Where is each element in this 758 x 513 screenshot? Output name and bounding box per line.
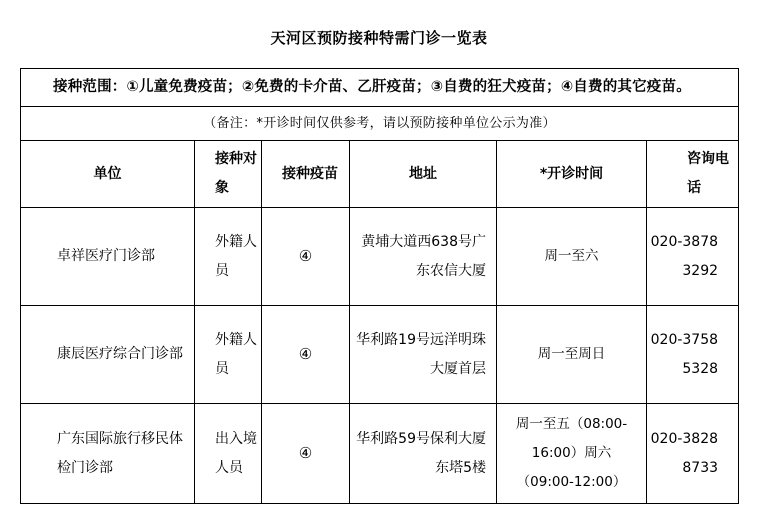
cell-address: 华利路59号保利大厦东塔5楼 (350, 404, 497, 504)
hours-text: 周一至周日 (537, 346, 606, 362)
cell-hours (497, 404, 647, 504)
cell-phone: 020-38288733 (647, 404, 739, 504)
header-row (21, 141, 739, 208)
header-target: 接种对象 (195, 141, 262, 208)
cell-target: 出入境人员 (195, 404, 262, 504)
cell-vaccine: ④ (262, 404, 350, 504)
table-row (21, 404, 739, 504)
cell-address: 黄埔大道西638号广东农信大厦 (350, 208, 497, 306)
cell-phone: 020-38783292 (647, 208, 739, 306)
cell-unit: 广东国际旅行移民体检门诊部 (21, 404, 195, 504)
cell-unit: 卓祥医疗门诊部 (21, 208, 195, 306)
header-address: 地址 (350, 141, 497, 208)
cell-hours (497, 208, 647, 306)
cell-unit: 康辰医疗综合门诊部 (21, 306, 195, 404)
cell-phone: 020-37585328 (647, 306, 739, 404)
hours-text: 周一至六 (544, 248, 599, 264)
cell-address: 华利路19号远洋明珠大厦首层 (350, 306, 497, 404)
page-title: 天河区预防接种特需门诊一览表 (270, 29, 488, 47)
clinic-table (20, 68, 739, 504)
hours-text: 周一至五（08:00-16:00）周六（09:00-12:00） (515, 416, 628, 490)
header-unit: 单位 (21, 141, 195, 208)
header-vaccine: 接种疫苗 (262, 141, 350, 208)
note-row (21, 107, 739, 141)
scope-text: 接种范围：①儿童免费疫苗；②免费的卡介苗、乙肝疫苗；③自费的狂犬疫苗；④自费的其它疫苗。 (21, 69, 739, 107)
cell-target: 外籍人员 (195, 306, 262, 404)
scope-row (21, 69, 739, 107)
cell-target: 外籍人员 (195, 208, 262, 306)
table-row (21, 208, 739, 306)
header-hours: *开诊时间 (497, 141, 647, 208)
note-text: （备注：*开诊时间仅供参考，请以预防接种单位公示为准） (21, 107, 739, 141)
header-phone: 咨询电话 (647, 141, 739, 208)
table-row (21, 306, 739, 404)
cell-hours (497, 306, 647, 404)
cell-vaccine: ④ (262, 208, 350, 306)
cell-vaccine: ④ (262, 306, 350, 404)
